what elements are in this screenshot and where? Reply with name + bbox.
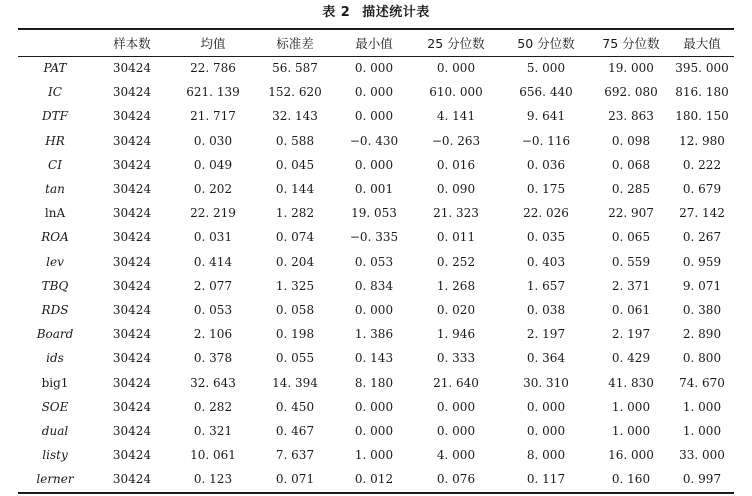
- table-cell: 16. 000: [608, 448, 654, 463]
- table-cell: 0. 055: [275, 351, 315, 366]
- variable-name: listy: [42, 448, 68, 463]
- table-cell: 0. 380: [682, 303, 722, 318]
- table-cell: 7. 637: [275, 448, 315, 463]
- table-cell: 0. 559: [611, 254, 651, 269]
- table-cell: 0. 467: [275, 424, 315, 439]
- column-header: 最小值: [355, 36, 393, 51]
- table-cell: 19. 000: [608, 61, 654, 75]
- table-cell: 0. 160: [611, 472, 651, 487]
- table-cell: 0. 000: [354, 424, 394, 439]
- table-cell: 0. 035: [526, 230, 566, 245]
- variable-name: lev: [46, 254, 64, 269]
- table-cell: −0. 430: [349, 133, 399, 148]
- variable-name: ids: [46, 351, 64, 366]
- table-cell: 1. 000: [611, 399, 651, 414]
- table-cell: 0. 403: [526, 254, 566, 269]
- table-cell: 2. 077: [193, 278, 233, 293]
- table-cell: 621. 139: [186, 85, 240, 100]
- column-header: 最大值: [683, 36, 721, 51]
- table-cell: 0. 098: [611, 133, 651, 148]
- table-cell: 0. 222: [682, 157, 722, 172]
- table-row: [18, 395, 734, 419]
- table-cell: 1. 282: [275, 206, 315, 221]
- variable-name: HR: [45, 133, 65, 148]
- table-cell: 22. 026: [523, 206, 569, 221]
- variable-name: DTF: [42, 109, 68, 124]
- table-cell: 0. 000: [354, 85, 394, 100]
- table-cell: 0. 068: [611, 157, 651, 172]
- table-cell: 0. 031: [193, 230, 233, 245]
- table-row: [18, 419, 734, 443]
- table-cell: 27. 142: [679, 206, 725, 221]
- table-row: [18, 467, 734, 491]
- table-cell: 10. 061: [190, 448, 236, 463]
- table-row: [18, 322, 734, 346]
- table-row: [18, 104, 734, 128]
- table-cell: 1. 946: [436, 327, 476, 342]
- table-cell: 0. 000: [354, 61, 394, 75]
- table-cell: 0. 000: [526, 399, 566, 414]
- table-cell: −0. 335: [349, 230, 399, 245]
- table-cell: 0. 997: [682, 472, 722, 487]
- table-row: [18, 298, 734, 322]
- table-cell: 0. 285: [611, 182, 651, 197]
- table-cell: 610. 000: [429, 85, 483, 100]
- table-cell: 0. 414: [193, 254, 233, 269]
- table-cell: 21. 717: [190, 109, 236, 124]
- table-row: [18, 129, 734, 153]
- table-row: [18, 80, 734, 104]
- table-cell: 395. 000: [675, 61, 729, 75]
- table-cell: 1. 000: [611, 424, 651, 439]
- column-header: 50 分位数: [517, 36, 575, 51]
- table-row: [18, 371, 734, 395]
- table-cell: 0. 053: [354, 254, 394, 269]
- table-cell: 0. 036: [526, 157, 566, 172]
- variable-name: TBQ: [41, 278, 69, 293]
- table-cell: 1. 386: [354, 327, 394, 342]
- table-cell: 30424: [112, 109, 152, 124]
- variable-name: lnA: [44, 206, 66, 221]
- table-cell: 0. 011: [436, 230, 476, 245]
- table-cell: 30424: [112, 278, 152, 293]
- table-cell: 0. 038: [526, 303, 566, 318]
- table-cell: 0. 000: [436, 399, 476, 414]
- table-row: [18, 201, 734, 225]
- table-cell: 0. 000: [526, 424, 566, 439]
- table-cell: 19. 053: [351, 206, 397, 221]
- column-header: [18, 30, 92, 56]
- table-cell: 0. 429: [611, 351, 651, 366]
- table-cell: 0. 000: [354, 399, 394, 414]
- table-cell: 1. 268: [436, 278, 476, 293]
- table-row: [18, 56, 734, 80]
- table-cell: 0. 020: [436, 303, 476, 318]
- column-header: 75 分位数: [602, 36, 660, 51]
- variable-name: big1: [41, 375, 69, 390]
- table-cell: 0. 202: [193, 182, 233, 197]
- table-cell: 0. 074: [275, 230, 315, 245]
- table-cell: 0. 364: [526, 351, 566, 366]
- table-row: [18, 153, 734, 177]
- column-header: 标准差: [276, 36, 314, 51]
- table-cell: 30. 310: [523, 375, 569, 390]
- table-cell: 2. 197: [526, 327, 566, 342]
- table-cell: 23. 863: [608, 109, 654, 124]
- column-header: 样本数: [113, 36, 151, 51]
- table-body: [18, 56, 734, 492]
- table-cell: 4. 141: [436, 109, 476, 124]
- table-cell: 0. 321: [193, 424, 233, 439]
- table-cell: −0. 263: [431, 133, 481, 148]
- table-cell: 32. 143: [272, 109, 318, 124]
- table-cell: 30424: [112, 399, 152, 414]
- table-row: [18, 443, 734, 467]
- table-cell: 30424: [112, 472, 152, 487]
- table-cell: 9. 071: [682, 278, 722, 293]
- table-cell: 0. 045: [275, 157, 315, 172]
- table-cell: 22. 907: [608, 206, 654, 221]
- table-number: 表 2: [322, 5, 351, 20]
- table-cell: 656. 440: [519, 85, 573, 100]
- table-cell: 30424: [112, 133, 152, 148]
- table-cell: 0. 800: [682, 351, 722, 366]
- table-row: [18, 225, 734, 249]
- table-cell: 0. 450: [275, 399, 315, 414]
- descriptive-statistics-table: [18, 30, 734, 492]
- table-cell: 0. 834: [354, 278, 394, 293]
- variable-name: IC: [48, 85, 62, 100]
- table-cell: 0. 198: [275, 327, 315, 342]
- table-cell: 0. 076: [436, 472, 476, 487]
- table-cell: 0. 058: [275, 303, 315, 318]
- table-cell: 30424: [112, 61, 152, 75]
- variable-name: RDS: [41, 303, 69, 318]
- table-cell: 1. 000: [682, 399, 722, 414]
- table-cell: −0. 116: [521, 133, 571, 148]
- table-cell: 12. 980: [679, 133, 725, 148]
- table-cell: 14. 394: [272, 375, 318, 390]
- table-cell: 0. 378: [193, 351, 233, 366]
- table-cell: 30424: [112, 206, 152, 221]
- table-cell: 0. 252: [436, 254, 476, 269]
- table-row: [18, 250, 734, 274]
- table-cell: 0. 053: [193, 303, 233, 318]
- table-cell: 22. 786: [190, 61, 236, 75]
- table-cell: 1. 000: [682, 424, 722, 439]
- table-cell: 8. 000: [526, 448, 566, 463]
- table-cell: 32. 643: [190, 375, 236, 390]
- table-cell: 2. 106: [193, 327, 233, 342]
- table-cell: 30424: [112, 254, 152, 269]
- table-cell: 1. 325: [275, 278, 315, 293]
- table-cell: 0. 267: [682, 230, 722, 245]
- table-cell: 0. 000: [436, 424, 476, 439]
- table-cell: 30424: [112, 157, 152, 172]
- table-cell: 1. 657: [526, 278, 566, 293]
- column-header: 均值: [200, 36, 226, 51]
- table-cell: 30424: [112, 85, 152, 100]
- table-cell: 22. 219: [190, 206, 236, 221]
- table-cell: 30424: [112, 448, 152, 463]
- table-cell: 2. 371: [611, 278, 651, 293]
- variable-name: dual: [41, 424, 69, 439]
- table-cell: 0. 000: [436, 61, 476, 75]
- table-cell: 0. 588: [275, 133, 315, 148]
- table-cell: 0. 001: [354, 182, 394, 197]
- table-cell: 0. 175: [526, 182, 566, 197]
- variable-name: Board: [36, 327, 74, 342]
- table-cell: 0. 204: [275, 254, 315, 269]
- table-cell: 2. 197: [611, 327, 651, 342]
- table-cell: 74. 670: [679, 375, 725, 390]
- table-caption: [0, 4, 752, 22]
- table-cell: 30424: [112, 424, 152, 439]
- table-cell: 0. 000: [354, 157, 394, 172]
- table-cell: 0. 123: [193, 472, 233, 487]
- variable-name: PAT: [43, 61, 67, 75]
- table-cell: 1. 000: [354, 448, 394, 463]
- table-cell: 41. 830: [608, 375, 654, 390]
- table-cell: 0. 065: [611, 230, 651, 245]
- variable-name: tan: [45, 182, 65, 197]
- table-cell: 5. 000: [526, 61, 566, 75]
- table-cell: 0. 061: [611, 303, 651, 318]
- column-header: 25 分位数: [427, 36, 485, 51]
- table-cell: 0. 090: [436, 182, 476, 197]
- table-cell: 21. 323: [433, 206, 479, 221]
- table-cell: 0. 049: [193, 157, 233, 172]
- table-cell: 152. 620: [268, 85, 322, 100]
- table-cell: 30424: [112, 230, 152, 245]
- table-cell: 56. 587: [272, 61, 318, 75]
- table-cell: 0. 000: [354, 303, 394, 318]
- table-cell: 0. 959: [682, 254, 722, 269]
- table-cell: 30424: [112, 182, 152, 197]
- table-title: 描述统计表: [362, 5, 430, 20]
- table-cell: 0. 000: [354, 109, 394, 124]
- table-cell: 30424: [112, 327, 152, 342]
- variable-name: ROA: [41, 230, 69, 245]
- table-cell: 33. 000: [679, 448, 725, 463]
- table-cell: 2. 890: [682, 327, 722, 342]
- table-cell: 30424: [112, 351, 152, 366]
- table-row: [18, 177, 734, 201]
- table-cell: 0. 143: [354, 351, 394, 366]
- table-row: [18, 346, 734, 370]
- header-row: [18, 30, 734, 56]
- table-row: [18, 274, 734, 298]
- variable-name: SOE: [41, 399, 69, 414]
- table-cell: 0. 012: [354, 472, 394, 487]
- variable-name: lerner: [36, 472, 74, 487]
- variable-name: CI: [48, 157, 62, 172]
- table-cell: 0. 117: [526, 472, 566, 487]
- bottom-rule: [18, 492, 734, 494]
- table-cell: 9. 641: [526, 109, 566, 124]
- table-cell: 0. 144: [275, 182, 315, 197]
- table-cell: 0. 071: [275, 472, 315, 487]
- table-cell: 8. 180: [354, 375, 394, 390]
- table-cell: 816. 180: [675, 85, 729, 100]
- table-cell: 0. 282: [193, 399, 233, 414]
- table-cell: 4. 000: [436, 448, 476, 463]
- table-cell: 692. 080: [604, 85, 658, 100]
- table-cell: 30424: [112, 303, 152, 318]
- table-cell: 0. 679: [682, 182, 722, 197]
- table-cell: 0. 016: [436, 157, 476, 172]
- table-cell: 30424: [112, 375, 152, 390]
- table-cell: 180. 150: [675, 109, 729, 124]
- table-cell: 0. 030: [193, 133, 233, 148]
- table-cell: 21. 640: [433, 375, 479, 390]
- table-cell: 0. 333: [436, 351, 476, 366]
